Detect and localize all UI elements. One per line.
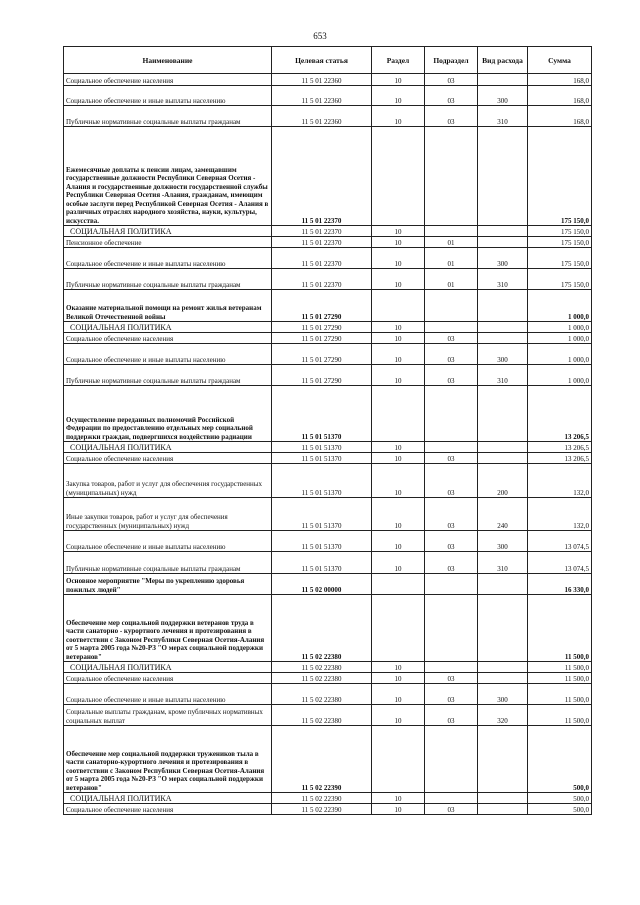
cell-razdel	[372, 574, 425, 595]
cell-code: 11 5 01 51370	[272, 386, 372, 442]
table-row	[64, 226, 592, 237]
cell-code: 11 5 01 22370	[272, 226, 372, 237]
cell-summa: 11 500,0	[528, 595, 592, 662]
cell-summa: 168,0	[528, 106, 592, 127]
cell-name: Закупка товаров, работ и услуг для обеспечения государственных (муниципальных) нужд	[64, 464, 272, 498]
table-row	[64, 248, 592, 269]
table-row	[64, 498, 592, 531]
table-row	[64, 726, 592, 793]
cell-code: 11 5 01 22370	[272, 248, 372, 269]
cell-podrazdel: 03	[425, 86, 478, 106]
cell-vid	[478, 726, 528, 793]
cell-vid	[478, 793, 528, 804]
cell-vid	[478, 662, 528, 673]
table-row	[64, 74, 592, 86]
cell-podrazdel: 01	[425, 269, 478, 290]
cell-summa: 500,0	[528, 804, 592, 815]
cell-podrazdel: 03	[425, 106, 478, 127]
cell-razdel	[372, 386, 425, 442]
cell-razdel: 10	[372, 705, 425, 726]
cell-razdel: 10	[372, 464, 425, 498]
cell-name: Основное мероприятие "Меры по укреплению здоровья пожилых людей"	[64, 574, 272, 595]
table-row	[64, 386, 592, 442]
cell-name: Социальное обеспечение и иные выплаты населению	[64, 248, 272, 269]
cell-razdel: 10	[372, 552, 425, 574]
cell-podrazdel	[425, 322, 478, 333]
cell-summa: 1 000,0	[528, 365, 592, 386]
cell-name: Обеспечение мер социальной поддержки тружеников тыла в части санаторно-курортного лечения и протезирования в соответствии с Законом Республики Северная Осетия-Алания от 5 марта 2005 года №20-РЗ "О мерах социальной поддержки ветеранов"	[64, 726, 272, 793]
cell-summa: 11 500,0	[528, 673, 592, 684]
cell-name: Социальное обеспечение и иные выплаты населению	[64, 531, 272, 552]
cell-podrazdel: 03	[425, 705, 478, 726]
header-podrazdel: Подраздел	[425, 47, 478, 74]
cell-podrazdel: 03	[425, 365, 478, 386]
cell-razdel: 10	[372, 226, 425, 237]
table-row	[64, 365, 592, 386]
cell-code: 11 5 01 22370	[272, 237, 372, 248]
cell-name: Оказание материальной помощи на ремонт жилья ветеранам Великой Отечественной войны	[64, 290, 272, 322]
cell-summa: 175 150,0	[528, 127, 592, 226]
cell-code: 11 5 01 27290	[272, 322, 372, 333]
cell-code: 11 5 02 00000	[272, 574, 372, 595]
header-name: Наименование	[64, 47, 272, 74]
cell-razdel: 10	[372, 673, 425, 684]
cell-code: 11 5 01 22360	[272, 74, 372, 86]
cell-code: 11 5 02 22380	[272, 595, 372, 662]
cell-vid	[478, 442, 528, 453]
cell-podrazdel: 03	[425, 804, 478, 815]
cell-vid: 300	[478, 684, 528, 705]
cell-vid: 310	[478, 552, 528, 574]
table-row	[64, 673, 592, 684]
cell-razdel	[372, 726, 425, 793]
cell-podrazdel: 03	[425, 74, 478, 86]
cell-summa: 13 206,5	[528, 442, 592, 453]
cell-vid: 300	[478, 86, 528, 106]
cell-summa: 13 206,5	[528, 453, 592, 464]
cell-podrazdel	[425, 726, 478, 793]
table-row	[64, 106, 592, 127]
cell-summa: 13 074,5	[528, 552, 592, 574]
cell-name: Пенсионное обеспечение	[64, 237, 272, 248]
cell-podrazdel: 03	[425, 498, 478, 531]
cell-summa: 175 150,0	[528, 226, 592, 237]
cell-vid	[478, 333, 528, 344]
cell-podrazdel: 03	[425, 684, 478, 705]
cell-name: Социальное обеспечение и иные выплаты населению	[64, 344, 272, 365]
table-row	[64, 290, 592, 322]
cell-name: Ежемесячные доплаты к пенсии лицам, замещавшим государственные должности Республики Северная Осетия - Алания и государственные должности государственной службы Республики Северная Осетия -Алания, гражданам, имеющим особые заслуги перед Республикой Северная Осетия - Алания в различных отраслях народного хозяйства, науки, культуры, искусства.	[64, 127, 272, 226]
header-summa: Сумма	[528, 47, 592, 74]
cell-vid	[478, 290, 528, 322]
table-row	[64, 333, 592, 344]
cell-razdel: 10	[372, 237, 425, 248]
cell-razdel: 10	[372, 684, 425, 705]
cell-name: СОЦИАЛЬНАЯ ПОЛИТИКА	[64, 226, 272, 237]
cell-summa: 500,0	[528, 793, 592, 804]
cell-summa: 13 206,5	[528, 386, 592, 442]
cell-razdel: 10	[372, 498, 425, 531]
cell-vid: 240	[478, 498, 528, 531]
cell-summa: 500,0	[528, 726, 592, 793]
cell-vid: 300	[478, 344, 528, 365]
cell-vid: 320	[478, 705, 528, 726]
cell-razdel: 10	[372, 365, 425, 386]
cell-vid: 310	[478, 269, 528, 290]
cell-name: Публичные нормативные социальные выплаты гражданам	[64, 365, 272, 386]
cell-vid	[478, 595, 528, 662]
cell-name: СОЦИАЛЬНАЯ ПОЛИТИКА	[64, 793, 272, 804]
cell-vid	[478, 74, 528, 86]
table-row	[64, 574, 592, 595]
cell-summa: 1 000,0	[528, 333, 592, 344]
table-row	[64, 453, 592, 464]
cell-razdel	[372, 127, 425, 226]
cell-podrazdel: 03	[425, 344, 478, 365]
cell-razdel: 10	[372, 74, 425, 86]
cell-code: 11 5 01 22360	[272, 86, 372, 106]
cell-name: Публичные нормативные социальные выплаты гражданам	[64, 106, 272, 127]
cell-code: 11 5 01 27290	[272, 290, 372, 322]
cell-name: Социальное обеспечение населения	[64, 804, 272, 815]
header-razdel: Раздел	[372, 47, 425, 74]
cell-code: 11 5 01 27290	[272, 333, 372, 344]
cell-code: 11 5 02 22380	[272, 705, 372, 726]
cell-vid	[478, 804, 528, 815]
cell-name: Социальное обеспечение населения	[64, 333, 272, 344]
cell-name: Социальные выплаты гражданам, кроме публичных нормативных социальных выплат	[64, 705, 272, 726]
cell-vid: 310	[478, 106, 528, 127]
cell-name: Публичные нормативные социальные выплаты гражданам	[64, 269, 272, 290]
cell-summa: 1 000,0	[528, 322, 592, 333]
cell-razdel: 10	[372, 793, 425, 804]
cell-podrazdel	[425, 662, 478, 673]
cell-code: 11 5 02 22380	[272, 684, 372, 705]
cell-razdel: 10	[372, 106, 425, 127]
cell-podrazdel: 03	[425, 673, 478, 684]
cell-razdel: 10	[372, 248, 425, 269]
cell-summa: 132,0	[528, 498, 592, 531]
cell-vid	[478, 673, 528, 684]
cell-name: Иные закупки товаров, работ и услуг для обеспечения государственных (муниципальных) нужд	[64, 498, 272, 531]
cell-code: 11 5 02 22380	[272, 662, 372, 673]
table-row	[64, 322, 592, 333]
cell-razdel: 10	[372, 269, 425, 290]
cell-vid	[478, 453, 528, 464]
cell-summa: 16 330,0	[528, 574, 592, 595]
table-row	[64, 552, 592, 574]
cell-razdel	[372, 595, 425, 662]
cell-summa: 11 500,0	[528, 684, 592, 705]
cell-podrazdel: 03	[425, 333, 478, 344]
cell-vid	[478, 127, 528, 226]
cell-code: 11 5 02 22390	[272, 726, 372, 793]
cell-summa: 175 150,0	[528, 248, 592, 269]
cell-vid: 300	[478, 248, 528, 269]
cell-code: 11 5 01 51370	[272, 464, 372, 498]
table-header-row	[64, 47, 592, 74]
table-row	[64, 86, 592, 106]
cell-code: 11 5 01 22370	[272, 269, 372, 290]
cell-summa: 11 500,0	[528, 662, 592, 673]
cell-vid	[478, 574, 528, 595]
cell-name: СОЦИАЛЬНАЯ ПОЛИТИКА	[64, 442, 272, 453]
cell-podrazdel	[425, 226, 478, 237]
cell-name: Публичные нормативные социальные выплаты гражданам	[64, 552, 272, 574]
cell-podrazdel: 03	[425, 464, 478, 498]
cell-name: СОЦИАЛЬНАЯ ПОЛИТИКА	[64, 322, 272, 333]
cell-razdel: 10	[372, 322, 425, 333]
cell-code: 11 5 01 27290	[272, 344, 372, 365]
cell-summa: 1 000,0	[528, 290, 592, 322]
budget-table	[63, 46, 592, 815]
table-row	[64, 662, 592, 673]
cell-razdel: 10	[372, 662, 425, 673]
cell-podrazdel: 01	[425, 248, 478, 269]
cell-summa: 11 500,0	[528, 705, 592, 726]
cell-vid: 200	[478, 464, 528, 498]
cell-razdel: 10	[372, 333, 425, 344]
cell-podrazdel: 03	[425, 531, 478, 552]
table-body	[64, 74, 592, 815]
table-row	[64, 344, 592, 365]
cell-name: Социальное обеспечение населения	[64, 453, 272, 464]
cell-code: 11 5 02 22390	[272, 793, 372, 804]
cell-code: 11 5 02 22380	[272, 673, 372, 684]
cell-razdel: 10	[372, 86, 425, 106]
cell-vid	[478, 322, 528, 333]
table-row	[64, 705, 592, 726]
table-row	[64, 269, 592, 290]
cell-razdel: 10	[372, 531, 425, 552]
cell-vid	[478, 386, 528, 442]
table-row	[64, 684, 592, 705]
table-row	[64, 595, 592, 662]
cell-razdel: 10	[372, 344, 425, 365]
cell-podrazdel	[425, 442, 478, 453]
page-number: 653	[313, 31, 327, 41]
cell-summa: 132,0	[528, 464, 592, 498]
cell-summa: 168,0	[528, 74, 592, 86]
cell-summa: 175 150,0	[528, 237, 592, 248]
cell-name: Социальное обеспечение и иные выплаты населению	[64, 684, 272, 705]
table-row	[64, 237, 592, 248]
cell-summa: 168,0	[528, 86, 592, 106]
cell-code: 11 5 01 51370	[272, 498, 372, 531]
table-row	[64, 127, 592, 226]
cell-summa: 175 150,0	[528, 269, 592, 290]
cell-code: 11 5 01 22370	[272, 127, 372, 226]
table-row	[64, 464, 592, 498]
cell-vid	[478, 226, 528, 237]
header-code: Целевая статья	[272, 47, 372, 74]
cell-summa: 13 074,5	[528, 531, 592, 552]
header-vid: Вид расхода	[478, 47, 528, 74]
cell-podrazdel	[425, 574, 478, 595]
cell-name: Осуществление переданных полномочий Российской Федерации по предоставлению отдельных мер социальной поддержки граждан, подвергшихся воздействию радиации	[64, 386, 272, 442]
cell-vid	[478, 237, 528, 248]
cell-vid: 310	[478, 365, 528, 386]
cell-name: Социальное обеспечение населения	[64, 673, 272, 684]
cell-razdel: 10	[372, 442, 425, 453]
table-row	[64, 531, 592, 552]
cell-name: Социальное обеспечение и иные выплаты населению	[64, 86, 272, 106]
cell-podrazdel	[425, 127, 478, 226]
cell-code: 11 5 01 51370	[272, 442, 372, 453]
cell-name: СОЦИАЛЬНАЯ ПОЛИТИКА	[64, 662, 272, 673]
cell-podrazdel	[425, 595, 478, 662]
cell-name: Социальное обеспечение населения	[64, 74, 272, 86]
cell-podrazdel	[425, 290, 478, 322]
cell-vid: 300	[478, 531, 528, 552]
cell-razdel: 10	[372, 453, 425, 464]
cell-podrazdel	[425, 386, 478, 442]
cell-razdel	[372, 290, 425, 322]
table-row	[64, 804, 592, 815]
cell-podrazdel: 03	[425, 552, 478, 574]
cell-code: 11 5 01 51370	[272, 453, 372, 464]
cell-podrazdel: 01	[425, 237, 478, 248]
table-row	[64, 442, 592, 453]
table-row	[64, 793, 592, 804]
cell-code: 11 5 01 27290	[272, 365, 372, 386]
cell-code: 11 5 01 51370	[272, 552, 372, 574]
cell-code: 11 5 02 22390	[272, 804, 372, 815]
cell-podrazdel	[425, 793, 478, 804]
cell-name: Обеспечение мер социальной поддержки ветеранов труда в части санаторно - курортного лечения и протезирования в соответствии с Законом Республики Северная Осетия-Алания от 5 марта 2005 года №20-РЗ "О мерах социальной поддержки ветеранов"	[64, 595, 272, 662]
cell-code: 11 5 01 22360	[272, 106, 372, 127]
cell-podrazdel: 03	[425, 453, 478, 464]
cell-code: 11 5 01 51370	[272, 531, 372, 552]
cell-razdel: 10	[372, 804, 425, 815]
cell-summa: 1 000,0	[528, 344, 592, 365]
